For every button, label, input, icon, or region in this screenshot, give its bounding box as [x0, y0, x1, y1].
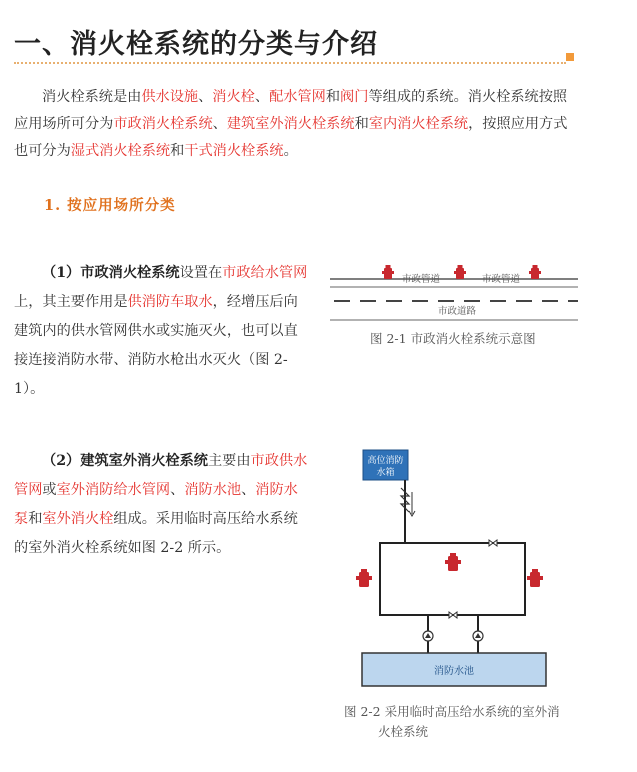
pump-icon [423, 631, 433, 641]
section-heading: 1. 按应用场所分类 [44, 197, 176, 214]
item1-paragraph: （1）市政消火栓系统设置在市政给水管网上，其主要作用是供消防车取水，经增压后向建筑内的供水管网供水或实施灭火，也可以直接连接消防水带、消防水枪出水灭火（图 2-1）。 [14, 265, 308, 397]
hydrant-icon [356, 569, 372, 587]
pipe-label-right: 市政管道 [482, 274, 521, 285]
figure-2-2-diagram [350, 448, 560, 696]
pipe-label-left: 市政管道 [402, 274, 441, 285]
pool-label: 消防水池 [434, 666, 474, 677]
hydrant-icon [445, 553, 461, 571]
hydrant-icon [382, 265, 394, 279]
title-underline [14, 62, 566, 64]
page-title: 一、消火栓系统的分类与介绍 [14, 29, 378, 60]
check-valve-icon [401, 488, 409, 512]
valve-icon [449, 612, 457, 618]
pump-icon [473, 631, 483, 641]
hydrant-icon [454, 265, 466, 279]
road-label: 市政道路 [438, 306, 477, 317]
item2-paragraph: （2）建筑室外消火栓系统主要由市政供水管网或室外消防给水管网、消防水池、消防水泵和室外消火栓组成。采用临时高压给水系统的室外消火栓系统如图 2-2 所示。 [14, 453, 308, 556]
figure-2-2-caption: 图 2-2 采用临时高压给水系统的室外消 火栓系统 [344, 704, 560, 739]
figure-2-1-caption: 图 2-1 市政消火栓系统示意图 [370, 331, 536, 346]
tank-label-line1: 高位消防 [367, 456, 404, 466]
tank-label-line2: 水箱 [376, 468, 395, 478]
figure-2-1-diagram [330, 252, 580, 332]
hydrant-icon [529, 265, 541, 279]
title-accent-square [566, 53, 574, 61]
hydrant-icon [527, 569, 543, 587]
intro-paragraph: 消火栓系统是由供水设施、消火栓、配水管网和阀门等组成的系统。消火栓系统按照应用场所可分为市政消火栓系统、建筑室外消火栓系统和室内消火栓系统，按照应用方式也可分为湿式消火栓系统和干式消火栓系统。 [14, 89, 568, 159]
valve-icon [489, 540, 497, 546]
